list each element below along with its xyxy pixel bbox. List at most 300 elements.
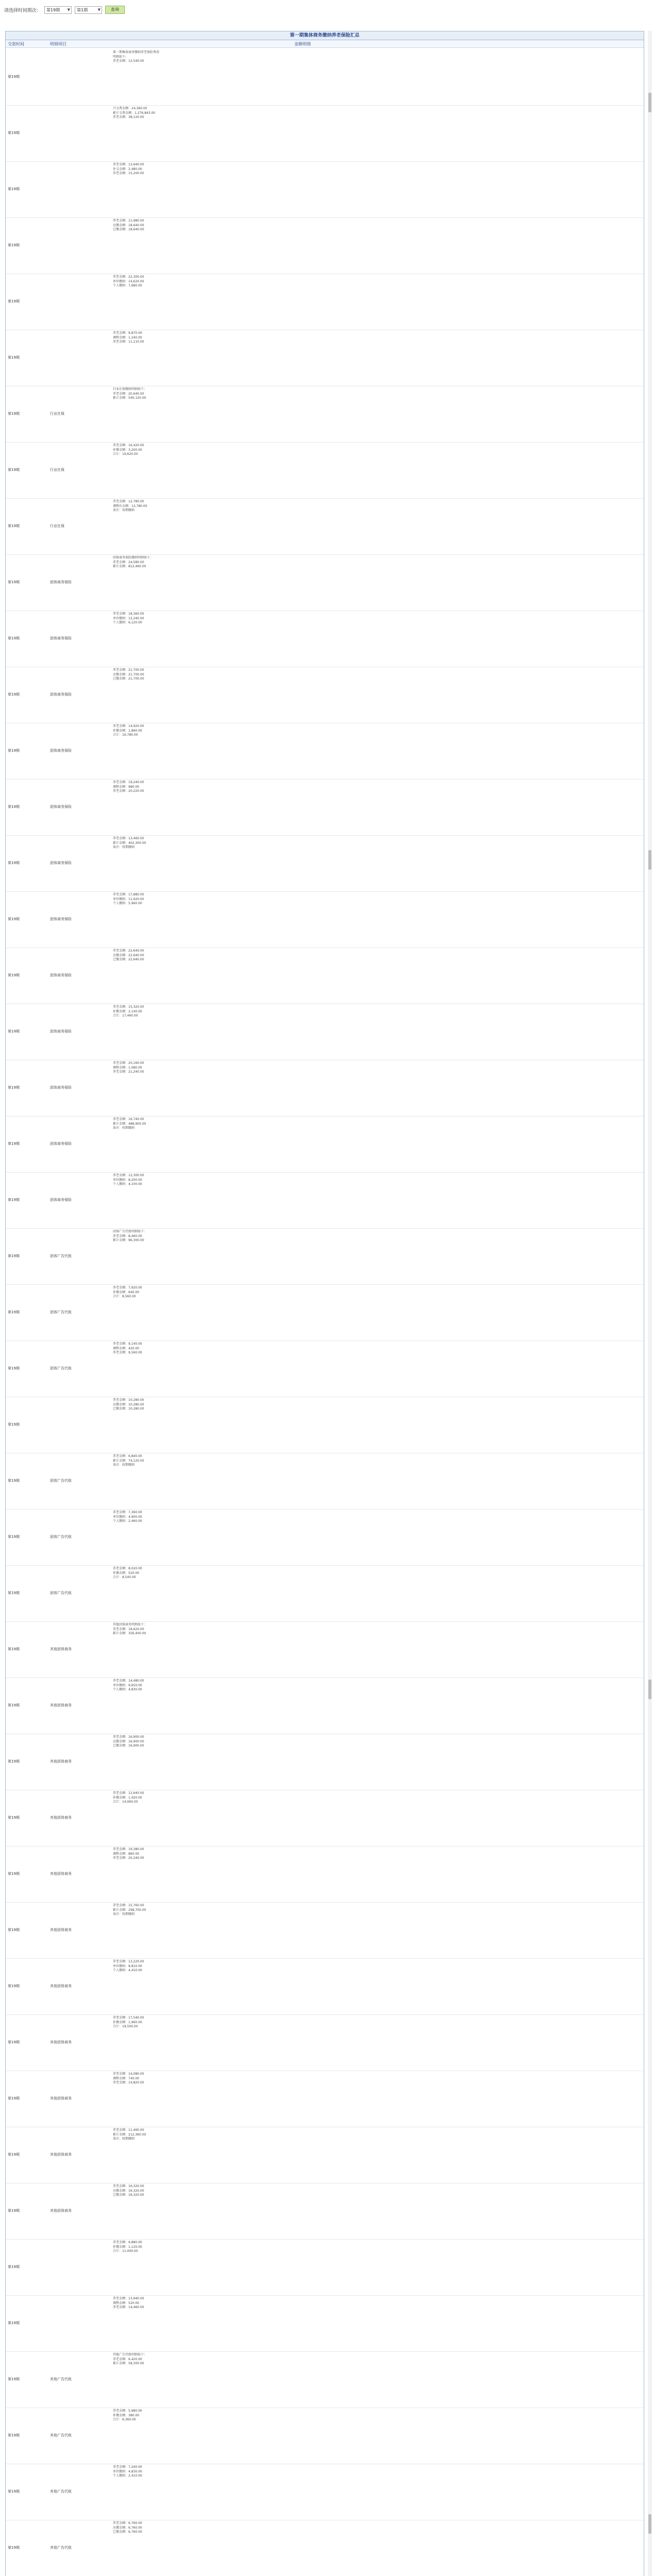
cell-period: 第19期 xyxy=(8,1535,20,1539)
table-row xyxy=(6,161,644,218)
cell-detail xyxy=(113,2297,144,2310)
detail-line: 养老金额：17,540.00 xyxy=(113,2016,144,2020)
detail-line: 个人缴纳：4,830.00 xyxy=(113,1688,142,1692)
detail-line: 备注：按期缴纳 xyxy=(113,2137,135,2141)
table-row xyxy=(6,2239,644,2296)
cell-detail xyxy=(113,1735,144,1749)
detail-line: 个人缴纳：5,960.00 xyxy=(113,902,142,906)
scrollbar-thumb[interactable] xyxy=(648,93,651,112)
detail-line: 养老金额：20,640.00 xyxy=(113,392,144,396)
table-row xyxy=(6,2408,644,2464)
detail-line: 养老金额：16,320.00 xyxy=(113,2184,144,2188)
detail-line: 合计：16,780.00 xyxy=(113,733,138,737)
table-row xyxy=(6,1341,644,1397)
cell-period: 第19期 xyxy=(8,1872,20,1876)
detail-line: 单位缴纳：8,200.00 xyxy=(113,1178,142,1182)
table-row xyxy=(6,1677,644,1734)
table-row xyxy=(6,1004,644,1060)
table-row xyxy=(6,2071,644,2127)
cell-period: 第19期 xyxy=(8,636,20,640)
cell-detail xyxy=(113,1791,144,1805)
detail-line: 补缴金额：380.00 xyxy=(113,2413,139,2417)
detail-line: 养老金额：6,420.00 xyxy=(113,2357,142,2361)
table-row xyxy=(6,611,644,667)
detail-line: 行业社保缴纳明细如下： xyxy=(113,387,147,391)
detail-line: 其他广告代账明细如下： xyxy=(113,2353,147,2357)
cell-project: 团体商务保险 xyxy=(50,692,72,697)
table-row xyxy=(6,554,644,611)
cell-detail xyxy=(113,107,155,120)
cell-project: 团体商务保险 xyxy=(50,580,72,584)
table-row xyxy=(6,2014,644,2071)
cell-detail xyxy=(113,1960,144,1973)
detail-line: 养老金额：15,320.00 xyxy=(113,1005,144,1009)
cell-period: 第19期 xyxy=(8,1142,20,1146)
cell-detail xyxy=(113,2353,147,2366)
detail-line: 累计金额：298,700.00 xyxy=(113,1908,146,1912)
detail-line: 已缴金额：6,760.00 xyxy=(113,2530,142,2534)
cell-project: 团体商务保险 xyxy=(50,917,72,921)
detail-line: 累计金额：812,460.00 xyxy=(113,565,146,569)
detail-line: 备注：按期缴纳 xyxy=(113,1126,135,1130)
cell-project: 其他团体商务 xyxy=(50,1984,72,1988)
detail-line: 养老金额：20,220.00 xyxy=(113,789,144,793)
cell-period: 第19期 xyxy=(8,299,20,303)
detail-line: 养老金额：6,840.00 xyxy=(113,1454,142,1458)
detail-line: 第一期集体商务缴纳养老保险费用 xyxy=(113,50,160,54)
detail-line: 应缴金额：21,700.00 xyxy=(113,672,144,676)
cell-period: 第19期 xyxy=(8,1928,20,1932)
cell-detail xyxy=(113,2241,142,2254)
cell-detail xyxy=(113,1623,147,1636)
table-row xyxy=(6,1902,644,1959)
cell-detail xyxy=(113,331,144,345)
detail-line: 养老金额：13,940.00 xyxy=(113,2297,144,2300)
detail-line: 团体广告代账明细如下： xyxy=(113,1230,147,1233)
table-row xyxy=(6,723,644,779)
cell-period: 第19期 xyxy=(8,1198,20,1202)
cell-project: 其他团体商务 xyxy=(50,2040,72,2044)
cell-project: 其他广告代账 xyxy=(50,2489,72,2494)
table-row xyxy=(6,386,644,443)
cell-period: 第19期 xyxy=(8,2377,20,2381)
table-row xyxy=(6,49,644,106)
detail-line: 备注：按期缴纳 xyxy=(113,509,135,513)
detail-line: 补缴金额：3,200.00 xyxy=(113,448,142,452)
cell-project: 其他广告代账 xyxy=(50,2377,72,2381)
cell-period: 第19期 xyxy=(8,1254,20,1258)
detail-line: 合计：14,060.00 xyxy=(113,1800,138,1804)
cell-project: 团体广告代账 xyxy=(50,1310,72,1314)
cell-period: 第19期 xyxy=(8,355,20,360)
table-row xyxy=(6,1284,644,1341)
cell-detail xyxy=(113,1848,144,1861)
detail-line: 养老金额：9,560.00 xyxy=(113,1351,142,1355)
cell-period: 第19期 xyxy=(8,749,20,753)
detail-line: 月交费金额：24,360.00 xyxy=(113,107,147,110)
table-row xyxy=(6,1790,644,1846)
cell-project: 其他团体商务 xyxy=(50,1703,72,1707)
detail-line: 应缴金额：22,640.00 xyxy=(113,953,144,957)
cell-period: 第19期 xyxy=(8,1816,20,1820)
table-row xyxy=(6,2464,644,2520)
cell-period: 第19期 xyxy=(8,1591,20,1595)
table-header xyxy=(6,40,644,48)
detail-line: 单位缴纳：12,240.00 xyxy=(113,616,144,620)
cell-period: 第19期 xyxy=(8,2546,20,2550)
detail-line: 已缴金额：22,640.00 xyxy=(113,958,144,962)
detail-line: 累计金额：74,120.00 xyxy=(113,1459,144,1463)
chevron-down-icon: ▼ xyxy=(97,7,101,12)
cell-detail xyxy=(113,1061,144,1075)
period-selector-label: 请选择时间期次： xyxy=(4,8,42,13)
detail-line: 累计金额：356,400.00 xyxy=(113,1632,146,1636)
detail-line: 养老金额：9,880.00 xyxy=(113,2241,142,2244)
detail-line: 已缴金额：18,640.00 xyxy=(113,228,144,232)
cell-detail xyxy=(113,2072,144,2086)
cell-detail xyxy=(113,50,159,64)
year-select[interactable] xyxy=(44,6,72,14)
cell-period: 第19期 xyxy=(8,1422,20,1427)
detail-line: 调整金额：520.00 xyxy=(113,2301,139,2305)
table-row xyxy=(6,1958,644,2015)
cell-detail xyxy=(113,2128,146,2142)
detail-line: 累计金额：96,300.00 xyxy=(113,1239,144,1243)
cell-detail xyxy=(113,1230,147,1243)
cell-detail xyxy=(113,1567,142,1580)
detail-line: 养老金额：21,240.00 xyxy=(113,1070,144,1074)
detail-line: 养老金额：20,240.00 xyxy=(113,1856,144,1860)
cell-detail xyxy=(113,1342,142,1355)
detail-line: 单位缴纳：14,620.00 xyxy=(113,279,144,283)
table-row xyxy=(6,1453,644,1510)
detail-line: 应缴金额：6,760.00 xyxy=(113,2526,142,2530)
detail-line: 调整金额：420.00 xyxy=(113,1346,139,1350)
cell-period: 第19期 xyxy=(8,1366,20,1370)
table-row xyxy=(6,274,644,330)
cell-period: 第19期 xyxy=(8,1029,20,1033)
detail-line: 累计金额：488,900.00 xyxy=(113,1122,146,1126)
cell-period: 第19期 xyxy=(8,2096,20,2100)
cell-period: 第19期 xyxy=(8,468,20,472)
cell-period: 第19期 xyxy=(8,580,20,584)
detail-line: 调整金额：740.00 xyxy=(113,2076,139,2080)
detail-line: 养老金额：20,160.00 xyxy=(113,1061,144,1065)
chevron-down-icon: ▼ xyxy=(67,7,71,12)
cell-detail xyxy=(113,275,144,289)
detail-line: 补缴金额：640.00 xyxy=(113,1290,139,1294)
scrollbar-thumb[interactable] xyxy=(648,850,651,870)
cell-period: 第19期 xyxy=(8,2153,20,2157)
cell-project: 团体商务保险 xyxy=(50,1029,72,1033)
detail-line: 养老金额：10,280.00 xyxy=(113,1398,144,1402)
detail-line: 养老金额：17,880.00 xyxy=(113,893,144,896)
detail-line: 养老金额：18,620.00 xyxy=(113,1627,144,1631)
detail-line: 合计：17,460.00 xyxy=(113,1014,138,1018)
cell-detail xyxy=(113,556,153,569)
detail-line: 养老金额：12,640.00 xyxy=(113,1791,144,1795)
table-row xyxy=(6,498,644,555)
cell-project: 团体广告代账 xyxy=(50,1591,72,1595)
cell-period: 第19期 xyxy=(8,917,20,921)
detail-line: 养老金额：14,080.00 xyxy=(113,2072,144,2076)
detail-line: 调整金额：1,080.00 xyxy=(113,1065,142,1070)
detail-line: 养老金额：7,360.00 xyxy=(113,1511,142,1514)
cell-detail xyxy=(113,837,146,850)
detail-line: 养老金额：38,120.00 xyxy=(113,115,144,120)
detail-line: 调整后金额：12,780.00 xyxy=(113,504,147,508)
cell-detail xyxy=(113,1679,144,1692)
detail-line: 应缴金额：16,320.00 xyxy=(113,2189,144,2193)
cell-detail xyxy=(113,387,147,401)
detail-line: 养老金额：12,540.00 xyxy=(113,59,144,63)
detail-line: 已缴金额：21,700.00 xyxy=(113,677,144,681)
cell-project: 其他团体商务 xyxy=(50,1928,72,1932)
detail-line: 补缴金额：1,860.00 xyxy=(113,728,142,733)
table-row xyxy=(6,442,644,499)
cell-detail xyxy=(113,219,144,232)
table-row xyxy=(6,835,644,892)
detail-line: 养老金额：16,900.00 xyxy=(113,1735,144,1739)
detail-line: 养老金额：19,240.00 xyxy=(113,781,144,784)
table-row xyxy=(6,1228,644,1285)
cell-project: 其他团体商务 xyxy=(50,2209,72,2213)
cell-project: 其他团体商务 xyxy=(50,1647,72,1651)
scrollbar-thumb[interactable] xyxy=(648,2514,651,2534)
cell-detail xyxy=(113,1005,144,1019)
cell-detail xyxy=(113,163,144,176)
detail-line: 个人缴纳：6,120.00 xyxy=(113,621,142,625)
detail-line: 养老金额：18,360.00 xyxy=(113,612,144,616)
year-select-value: 第19期 xyxy=(46,7,60,12)
table-row xyxy=(6,1172,644,1229)
detail-line: 养老金额：12,780.00 xyxy=(113,500,144,503)
cell-project: 行业社保 xyxy=(50,412,64,416)
detail-line: 养老金额：19,380.00 xyxy=(113,1848,144,1851)
cell-project: 团体商务保险 xyxy=(50,861,72,865)
cell-period: 第19期 xyxy=(8,187,20,191)
cell-period: 第19期 xyxy=(8,524,20,528)
detail-line: 应缴金额：18,640.00 xyxy=(113,223,144,227)
table-row xyxy=(6,2351,644,2408)
table-row xyxy=(6,217,644,274)
detail-line: 养老金额：11,980.00 xyxy=(113,219,144,223)
detail-line: 备注：按期缴纳 xyxy=(113,845,135,850)
detail-line: 个人缴纳：4,410.00 xyxy=(113,1969,142,1973)
table-row xyxy=(6,947,644,1004)
detail-line: 单位缴纳：4,900.00 xyxy=(113,1515,142,1519)
detail-line: 单位缴纳：4,830.00 xyxy=(113,2469,142,2473)
query-button[interactable]: 查询 xyxy=(105,6,125,14)
table-row xyxy=(6,2520,644,2576)
cell-period: 第19期 xyxy=(8,412,20,416)
cell-period: 第19期 xyxy=(8,805,20,809)
cell-period: 第19期 xyxy=(8,1984,20,1988)
cell-detail xyxy=(113,2016,144,2029)
detail-line: 已缴金额：10,280.00 xyxy=(113,1407,144,1411)
detail-line: 养老金额：8,020.00 xyxy=(113,1567,142,1570)
detail-line: 单位缴纳：8,810.00 xyxy=(113,1964,142,1968)
cell-period: 第19期 xyxy=(8,861,20,865)
table-row xyxy=(6,1621,644,1678)
cell-period: 第19期 xyxy=(8,973,20,977)
cell-detail xyxy=(113,668,144,682)
detail-line: 单位缴纳：11,920.00 xyxy=(113,897,144,901)
detail-line: 调整金额：1,240.00 xyxy=(113,335,142,340)
cell-detail xyxy=(113,2465,142,2479)
cell-detail xyxy=(113,2409,142,2422)
cell-project: 其他团体商务 xyxy=(50,1872,72,1876)
cell-project: 行业社保 xyxy=(50,524,64,528)
detail-line: 补缴金额：520.00 xyxy=(113,1571,139,1575)
cell-project: 其他团体商务 xyxy=(50,1759,72,1764)
detail-line: 养老金额：22,640.00 xyxy=(113,949,144,953)
detail-line: 养老金额：24,580.00 xyxy=(113,560,144,564)
detail-line: 备注：按期缴纳 xyxy=(113,1912,135,1917)
detail-line: 备注：按期缴纳 xyxy=(113,1463,135,1467)
detail-line: 补缴金额：1,120.00 xyxy=(113,2245,142,2249)
detail-line: 团体商务保险缴纳明细如下： xyxy=(113,556,154,560)
detail-line: 养老金额：9,140.00 xyxy=(113,1342,142,1346)
detail-line: 个人缴纳：7,680.00 xyxy=(113,284,142,288)
cell-period: 第19期 xyxy=(8,75,20,79)
column-header-project: 明细项目 xyxy=(50,42,66,46)
cell-detail xyxy=(113,612,144,625)
period-selector-toolbar xyxy=(4,4,125,15)
panel-title: 第一期集体商务缴纳养老保险汇总 xyxy=(6,31,644,40)
detail-line: 其他团体商务明细如下： xyxy=(113,1623,147,1626)
table-row xyxy=(6,1509,644,1566)
detail-line: 调整金额：980.00 xyxy=(113,785,139,789)
scrollbar-thumb[interactable] xyxy=(648,1680,651,1699)
detail-line: 养老金额：16,740.00 xyxy=(113,1117,144,1121)
cell-period: 第19期 xyxy=(8,1479,20,1483)
detail-line: 养老金额：8,460.00 xyxy=(113,1234,142,1238)
detail-line: 累计金额：58,300.00 xyxy=(113,2362,144,2366)
cell-project: 团体广告代账 xyxy=(50,1535,72,1539)
cell-detail xyxy=(113,1398,144,1412)
detail-line: 已缴金额：16,900.00 xyxy=(113,1744,144,1748)
cell-project: 团体商务保险 xyxy=(50,805,72,809)
detail-line: 养老金额：14,920.00 xyxy=(113,724,144,728)
column-header-detail: 金额明细 xyxy=(294,42,311,46)
detail-line: 补缴金额：1,960.00 xyxy=(113,2020,142,2024)
cell-detail xyxy=(113,2184,144,2198)
cell-detail xyxy=(113,1454,144,1468)
detail-line: 养老金额：13,220.00 xyxy=(113,1960,144,1963)
cell-project: 团体广告代账 xyxy=(50,1254,72,1258)
detail-line: 养老金额：15,200.00 xyxy=(113,172,144,176)
detail-line: 累计金额：212,360.00 xyxy=(113,2132,146,2137)
detail-line: 累计金额：540,120.00 xyxy=(113,396,146,400)
cell-period: 第19期 xyxy=(8,243,20,247)
cell-project: 团体广告代账 xyxy=(50,1366,72,1370)
detail-line: 养老金额：14,460.00 xyxy=(113,2306,144,2310)
cell-period: 第19期 xyxy=(8,2209,20,2213)
cell-detail xyxy=(113,1904,146,1917)
cell-detail xyxy=(113,1117,146,1131)
detail-line: 累计金额：402,300.00 xyxy=(113,841,146,845)
cell-period: 第19期 xyxy=(8,2265,20,2269)
detail-line: 养老金额：13,640.00 xyxy=(113,163,144,166)
detail-line: 养老金额：12,300.00 xyxy=(113,1174,144,1177)
detail-line: 应缴金额：10,280.00 xyxy=(113,1402,144,1406)
cell-period: 第19期 xyxy=(8,1647,20,1651)
detail-line: 养老金额：7,920.00 xyxy=(113,1286,142,1290)
table-row xyxy=(6,2295,644,2352)
detail-line: 合计：6,360.00 xyxy=(113,2418,136,2422)
detail-line: 养老金额：7,240.00 xyxy=(113,2465,142,2469)
cell-project: 其他团体商务 xyxy=(50,2153,72,2157)
cell-period: 第19期 xyxy=(8,1759,20,1764)
detail-line: 明细如下: xyxy=(113,55,127,59)
detail-line: 个人缴纳：2,460.00 xyxy=(113,1519,142,1523)
detail-line: 合计：19,620.00 xyxy=(113,452,138,456)
detail-line: 应缴金额：16,900.00 xyxy=(113,1739,144,1743)
detail-line: 个人缴纳：4,100.00 xyxy=(113,1182,142,1187)
column-header-period: 交款时间 xyxy=(8,42,24,46)
cell-period: 第19期 xyxy=(8,1086,20,1090)
detail-line: 合计：8,560.00 xyxy=(113,1295,136,1299)
cell-project: 团体商务保险 xyxy=(50,636,72,640)
detail-line: 合计：19,500.00 xyxy=(113,2025,138,2029)
detail-line: 养老金额：14,820.00 xyxy=(113,2081,144,2085)
cell-period: 第19期 xyxy=(8,2040,20,2044)
cell-period: 第19期 xyxy=(8,2433,20,2437)
cell-project: 团体商务保险 xyxy=(50,1142,72,1146)
table-row xyxy=(6,891,644,948)
table-row xyxy=(6,2127,644,2183)
detail-line: 合计：11,000.00 xyxy=(113,2249,138,2253)
cell-period: 第19期 xyxy=(8,131,20,135)
cell-project: 其他团体商务 xyxy=(50,1816,72,1820)
vertical-scrollbar[interactable] xyxy=(648,31,652,2576)
cell-project: 其他团体商务 xyxy=(50,2096,72,2100)
detail-line: 补交金额：2,480.00 xyxy=(113,167,142,171)
detail-line: 养老金额：15,760.00 xyxy=(113,1904,144,1907)
detail-line: 单位缴纳：9,650.00 xyxy=(113,1683,142,1687)
cell-detail xyxy=(113,1286,142,1299)
cell-period: 第19期 xyxy=(8,2321,20,2325)
cell-period: 第19期 xyxy=(8,1703,20,1707)
issue-select[interactable] xyxy=(75,6,102,14)
detail-line: 补缴金额：2,140.00 xyxy=(113,1009,142,1013)
table-row xyxy=(6,1565,644,1622)
cell-period: 第19期 xyxy=(8,692,20,697)
table-row xyxy=(6,1846,644,1903)
table-row xyxy=(6,105,644,162)
cell-detail xyxy=(113,1511,142,1524)
cell-period: 第19期 xyxy=(8,1310,20,1314)
table-row xyxy=(6,1397,644,1453)
detail-line: 累计交费金额：1,276,843.00 xyxy=(113,111,156,115)
detail-line: 养老金额：11,110.00 xyxy=(113,340,144,344)
detail-line: 补缴金额：1,420.00 xyxy=(113,1795,142,1800)
table-row xyxy=(6,330,644,386)
table-row xyxy=(6,667,644,723)
detail-line: 养老金额：22,300.00 xyxy=(113,275,144,279)
table-row xyxy=(6,1060,644,1116)
cell-detail xyxy=(113,781,144,794)
cell-period: 第19期 xyxy=(8,2489,20,2494)
cell-project: 团体商务保险 xyxy=(50,973,72,977)
detail-line: 合计：8,540.00 xyxy=(113,1575,136,1580)
detail-line: 养老金额：11,460.00 xyxy=(113,2128,144,2132)
cell-detail xyxy=(113,893,144,906)
cell-project: 团体商务保险 xyxy=(50,1086,72,1090)
detail-line: 养老金额：13,460.00 xyxy=(113,837,144,840)
cell-detail xyxy=(113,1174,144,1187)
